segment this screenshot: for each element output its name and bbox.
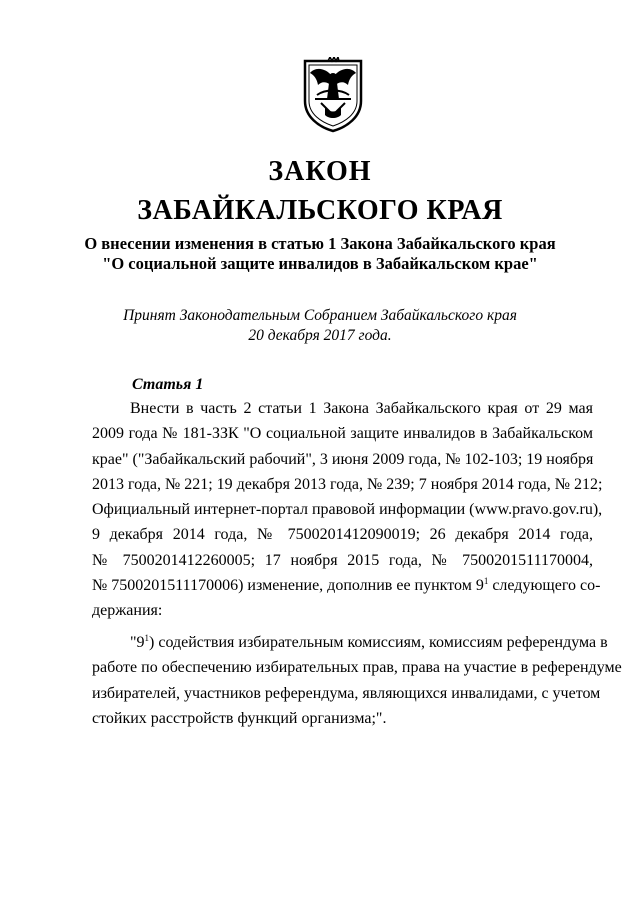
text-fragment: ) содействия избирательным комиссиям, комиссиям референдума в: [149, 634, 608, 651]
text-fragment: "9: [130, 634, 145, 651]
paragraph-line: Внести в часть 2 статьи 1 Закона Забайкальского края от 29 мая: [130, 400, 593, 417]
text-fragment: следующего со-: [488, 577, 601, 595]
paragraph-line: 2013 года, № 221; 19 декабря 2013 года, № 239; 7 ноября 2014 года, № 212;: [92, 475, 603, 493]
zabaykalsky-krai-coat-of-arms-icon: [301, 57, 365, 133]
adoption-note: [0, 306, 640, 346]
paragraph-line: 2009 года № 181-ЗЗК "О социальной защите инвалидов в Забайкальском: [92, 425, 593, 443]
paragraph-line: [92, 573, 601, 598]
paragraph-line: Официальный интернет-портал правовой информации (www.pravo.gov.ru),: [92, 501, 603, 519]
adoption-line-1: Принят Законодательным Собранием Забайкальского края: [123, 307, 517, 324]
superscript: 1: [144, 633, 150, 643]
paragraph-line: 9 декабря 2014 года, № 7500201412090019; 26 декабря 2014 года,: [92, 526, 593, 544]
law-subtitle: [0, 234, 640, 274]
article-paragraph-1: [92, 396, 603, 624]
paragraph-line: избирателей, участников референдума, являющихся инвалидами, с учетом: [92, 684, 601, 702]
paragraph-line: стойких расстройств функций организма;".: [92, 709, 387, 727]
paragraph-line: № 7500201412260005; 17 ноября 2015 года, № 7500201511170004,: [92, 551, 593, 569]
adoption-date: 20 декабря 2017 года.: [248, 327, 392, 344]
subtitle-line-1: О внесении изменения в статью 1 Закона Забайкальского края: [84, 234, 556, 253]
article-heading: Статья 1: [132, 376, 204, 393]
law-region-title: ЗАБАЙКАЛЬСКОГО КРАЯ: [137, 195, 503, 226]
law-title: ЗАКОН: [268, 156, 372, 187]
paragraph-line: держания:: [92, 602, 163, 620]
text-fragment: № 7500201511170006) изменение, дополнив ее пунктом 9: [92, 577, 484, 595]
paragraph-line: крае" ("Забайкальский рабочий", 3 июня 2009 года, № 102-103; 19 ноября: [92, 450, 594, 468]
superscript: 1: [483, 576, 489, 587]
subtitle-line-2: "О социальной защите инвалидов в Забайкальском крае": [102, 254, 538, 273]
paragraph-line: [92, 630, 608, 655]
paragraph-line: работе по обеспечению избирательных прав, права на участие в референдуме: [92, 659, 622, 677]
article-paragraph-2: [92, 630, 622, 731]
